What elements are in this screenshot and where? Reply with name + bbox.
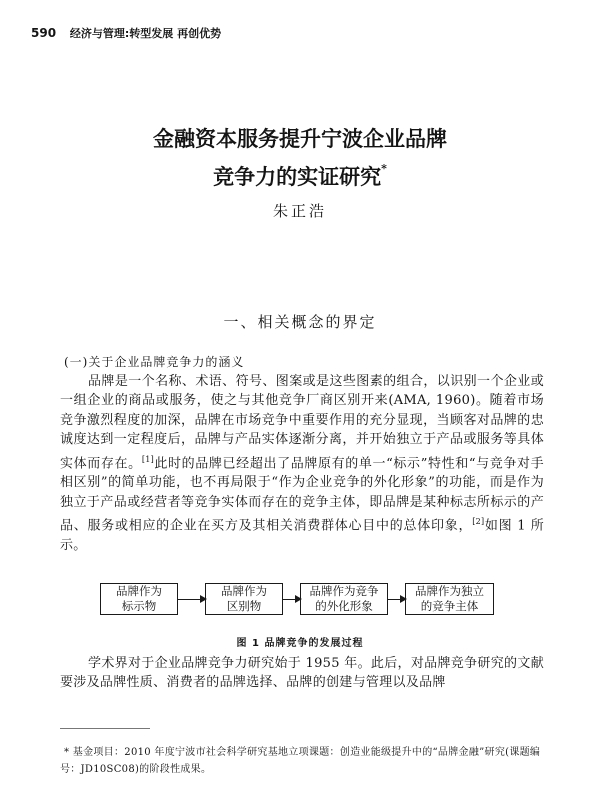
flow-arrow-2 (283, 599, 300, 600)
article-title (0, 122, 600, 194)
citation-1[interactable]: [1] (141, 454, 155, 464)
flow-box-3: 品牌作为竞争 的外化形象 (300, 583, 388, 615)
page-number: 590 (31, 26, 57, 40)
title-line-1: 金融资本服务提升宁波企业品牌 (153, 126, 447, 151)
figure-1-flowchart (100, 583, 500, 619)
footnote-divider (60, 728, 150, 729)
flow-box-2: 品牌作为 区别物 (205, 583, 283, 615)
author-name: 朱正浩 (272, 202, 327, 220)
figure-caption: 图 1 品牌竞争的发展过程 (236, 638, 364, 649)
flow-arrow-3 (388, 599, 405, 600)
subsection-heading: (一)关于企业品牌竞争力的涵义 (64, 355, 245, 369)
running-title: 经济与管理:转型发展 再创优势 (69, 27, 222, 40)
title-footnote-marker: * (381, 162, 387, 175)
flow-box-1: 品牌作为 标示物 (100, 583, 178, 615)
running-header (31, 25, 221, 41)
flow-arrow-1 (178, 599, 205, 600)
flow-box-4: 品牌作为独立 的竞争主体 (405, 583, 494, 615)
section-heading: 一、相关概念的界定 (223, 313, 377, 331)
citation-2[interactable]: [2] (472, 517, 485, 527)
title-line-2: 竞争力的实证研究* (213, 162, 387, 189)
paragraph-2: 学术界对于企业品牌竞争力研究始于 1955 年。此后，对品牌竞争研究的文献要涉及品牌性质、消费者的品牌选择、品牌的创建与管理以及品牌 (60, 656, 544, 691)
paragraph-1: 品牌是一个名称、术语、符号、图案或是这些图素的组合，以识别一个企业或一组企业的商品或服务，使之与其他竞争厂商区别开来(AMA, 1960)。随着市场竞争激烈程度的加深，品牌在市场竞争中重要作用的充分显现，当顾客对品牌的忠诚度达到一定程度后，品牌与产品实体逐渐分离，并开始独立于产品或服务等具体实体而存在。[1]此时的品牌已经超出了品牌原有的单一“标示”特性和“与竞争对手相区别”的简单功能，也不再局限于“作为企业竞争的外化形象”的功能，而是作为独立于产品或经营者等竞争实体而存在的竞争主体，即品牌是某种标志所标示的产品、服务或相应的企业在买方及其相关消费群体心目中的总体印象，[2]如图 1 所示。 (60, 374, 544, 553)
footnote: * 基金项目：2010 年度宁波市社会科学研究基地立项课题：创造业能级提升中的“品牌金融”研究(课题编号：JD10SC08)的阶段性成果。 (60, 747, 541, 775)
